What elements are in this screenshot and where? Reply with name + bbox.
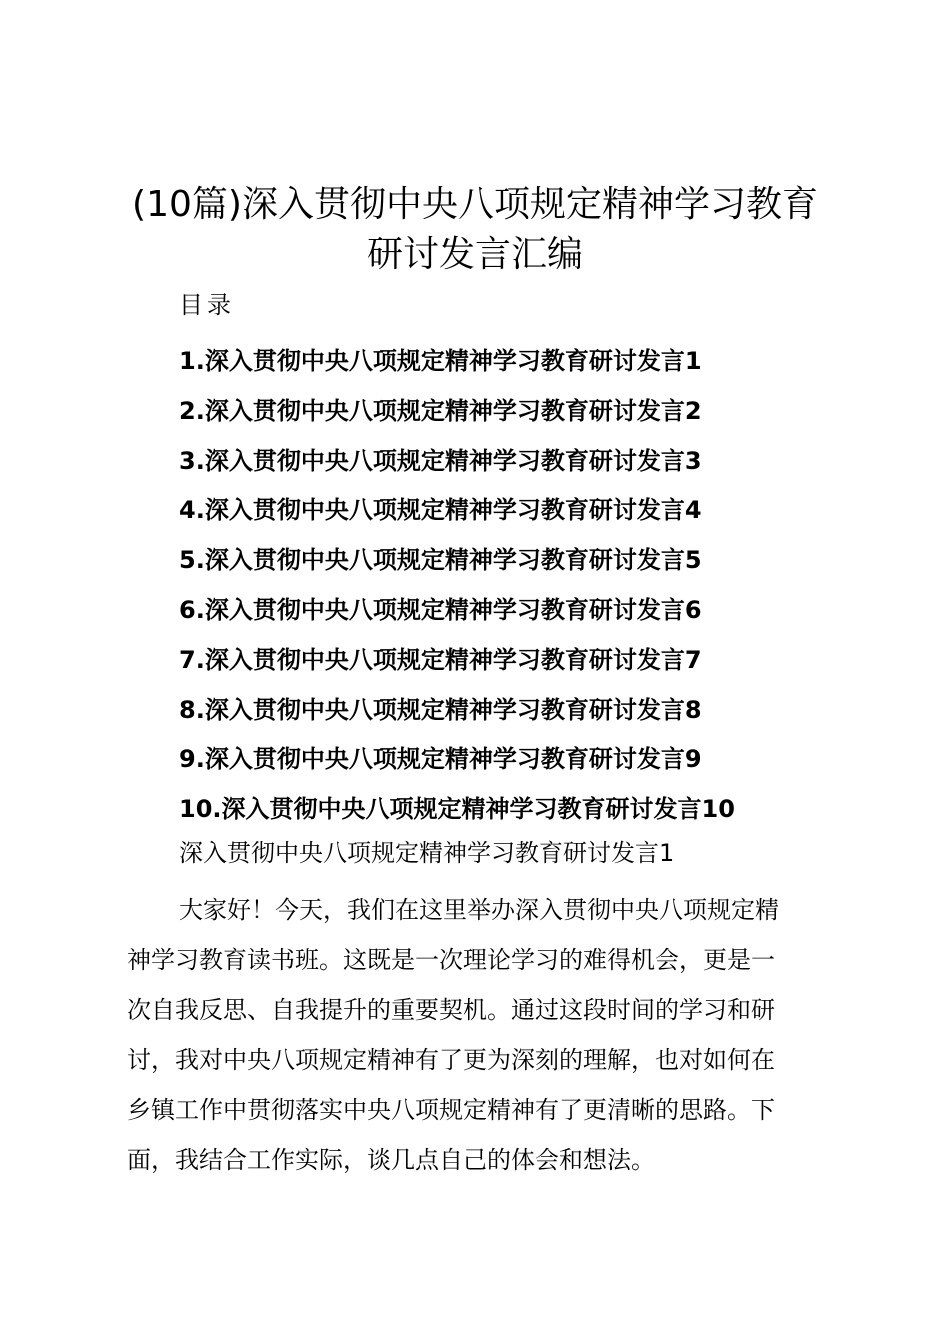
paragraph-line: 次自我反思、自我提升的重要契机。通过这段时间的学习和研 xyxy=(127,996,775,1024)
document-title-line-2: 研讨发言汇编 xyxy=(366,234,583,275)
toc-item: 2.深入贯彻中央八项规定精神学习教育研讨发言2 xyxy=(179,396,702,425)
section-heading: 深入贯彻中央八项规定精神学习教育研讨发言1 xyxy=(179,839,675,867)
toc-item: 10.深入贯彻中央八项规定精神学习教育研讨发言10 xyxy=(179,795,735,824)
toc-item: 3.深入贯彻中央八项规定精神学习教育研讨发言3 xyxy=(179,446,702,475)
paragraph-line: 乡镇工作中贯彻落实中央八项规定精神有了更清晰的思路。下 xyxy=(127,1096,775,1124)
toc-item: 1.深入贯彻中央八项规定精神学习教育研讨发言1 xyxy=(179,347,702,375)
toc-item: 8.深入贯彻中央八项规定精神学习教育研讨发言8 xyxy=(179,695,702,724)
paragraph-line: 面，我结合工作实际，谈几点自己的体会和想法。 xyxy=(127,1146,655,1174)
document-title-line-1: (10篇)深入贯彻中央八项规定精神学习教育 xyxy=(132,184,818,225)
toc-item: 5.深入贯彻中央八项规定精神学习教育研讨发言5 xyxy=(179,546,702,575)
toc-item: 9.深入贯彻中央八项规定精神学习教育研讨发言9 xyxy=(179,745,702,774)
toc-heading: 目录 xyxy=(179,291,235,319)
toc-item: 7.深入贯彻中央八项规定精神学习教育研讨发言7 xyxy=(179,645,702,674)
paragraph-line: 讨，我对中央八项规定精神有了更为深刻的理解，也对如何在 xyxy=(127,1046,775,1074)
paragraph-line: 神学习教育读书班。这既是一次理论学习的难得机会，更是一 xyxy=(127,946,775,974)
body-paragraph xyxy=(127,885,833,1185)
toc-item: 6.深入贯彻中央八项规定精神学习教育研讨发言6 xyxy=(179,595,702,624)
table-of-contents xyxy=(179,337,735,835)
toc-item: 4.深入贯彻中央八项规定精神学习教育研讨发言4 xyxy=(179,496,702,525)
paragraph-line: 大家好！今天，我们在这里举办深入贯彻中央八项规定精 xyxy=(179,896,779,924)
